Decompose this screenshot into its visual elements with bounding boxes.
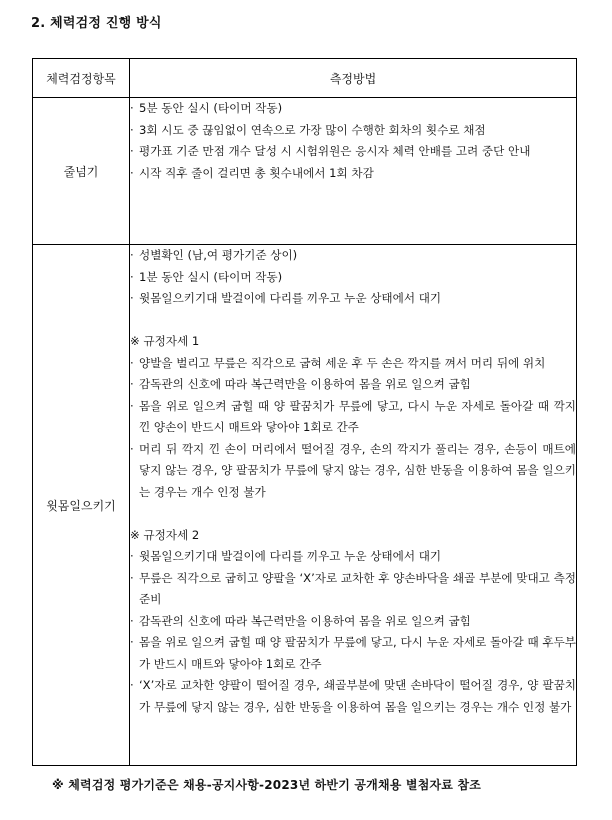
- bullet-dot: ·: [130, 165, 134, 180]
- bullet-item: [130, 396, 576, 439]
- bullet-item: [130, 141, 576, 163]
- bullet-item: [130, 675, 576, 718]
- header-method: 측정방법: [130, 59, 577, 98]
- bullet-item: [130, 98, 576, 120]
- bullet-text: 시작 직후 줄이 걸리면 총 횟수내에서 1회 차감: [139, 165, 374, 180]
- posture2-title: ※ 규정자세 2: [130, 527, 200, 542]
- bullet-text: 몸을 위로 일으켜 굽힐 때 양 팔꿈치가 무릎에 닿고, 다시 누운 자세로 돌아갈 때 후두부가 반드시 매트와 닿아야 1회로 간주: [139, 635, 576, 671]
- bullet-dot: ·: [130, 549, 134, 563]
- bullet-dot: ·: [130, 398, 134, 413]
- bullet-dot: ·: [130, 101, 134, 115]
- bullet-dot: ·: [130, 570, 134, 585]
- table-row-jumprope: [33, 98, 577, 245]
- bullet-text: 3회 시도 중 끊임없이 연속으로 가장 많이 수행한 회차의 횟수로 채점: [139, 122, 486, 137]
- bullet-text: 양발을 벌리고 무릎은 직각으로 굽혀 세운 후 두 손은 깍지를 껴서 머리 뒤에 위치: [139, 355, 546, 370]
- bullet-text: 머리 뒤 깍지 낀 손이 머리에서 떨어질 경우, 손의 깍지가 풀리는 경우, 손등이 매트에 닿지 않는 경우, 양 팔꿈치가 무릎에 닿지 않는 경우, 심한 반동을 이용하여 몸을 일으키는 경우는 개수 인정 불가: [139, 441, 576, 499]
- situp-intro-bullets: [130, 245, 576, 310]
- bullet-text: 1분 동안 실시 (타이머 작동): [139, 269, 283, 284]
- bullet-item: [130, 245, 576, 267]
- bullet-text: 5분 동안 실시 (타이머 작동): [139, 101, 283, 115]
- bullet-dot: ·: [130, 635, 134, 649]
- posture1-bullets: [130, 353, 576, 504]
- bullet-dot: ·: [130, 678, 134, 692]
- section-title: 2. 체력검정 진행 방식: [31, 16, 162, 31]
- bullet-item: [130, 611, 576, 633]
- bullet-text: 윗몸일으키기대 발걸이에 다리를 끼우고 누운 상태에서 대기: [139, 549, 442, 563]
- bullet-dot: ·: [130, 377, 134, 391]
- bullet-dot: ·: [130, 441, 134, 456]
- bullet-item: [130, 374, 576, 396]
- bullet-dot: ·: [130, 122, 134, 137]
- bullet-dot: ·: [130, 291, 134, 305]
- bullet-item: [130, 568, 576, 611]
- bullet-dot: ·: [130, 144, 134, 158]
- method-jumprope: [130, 98, 577, 245]
- bullet-item: [130, 439, 576, 504]
- bullet-text: 몸을 위로 일으켜 굽힐 때 양 팔꿈치가 무릎에 닿고, 다시 누운 자세로 돌아갈 때 깍지 낀 양손이 반드시 매트와 닿아야 1회로 간주: [139, 398, 576, 434]
- bullet-dot: ·: [130, 613, 134, 628]
- bullet-text: 감독관의 신호에 따라 복근력만을 이용하여 몸을 위로 일으켜 굽힘: [139, 613, 471, 628]
- posture1-title: ※ 규정자세 1: [130, 334, 200, 348]
- bullet-dot: ·: [130, 269, 134, 284]
- bullet-item: [130, 546, 576, 568]
- table-header-row: [33, 59, 577, 98]
- bullet-item: [130, 267, 576, 289]
- posture2-bullets: [130, 546, 576, 718]
- item-situp: 윗몸일으키기: [33, 245, 130, 766]
- bullet-item: [130, 353, 576, 375]
- bullet-item: [130, 288, 576, 310]
- table-row-situp: [33, 245, 577, 766]
- header-item: 체력검정항목: [33, 59, 130, 98]
- bullet-dot: ·: [130, 355, 134, 370]
- bullet-dot: ·: [130, 248, 134, 262]
- bullet-text: 무릎은 직각으로 굽히고 양팔을 ‘X’자로 교차한 후 양손바닥을 쇄골 부분에 맞대고 측정 준비: [139, 570, 576, 606]
- bullet-text: 성별확인 (남,여 평가기준 상이): [139, 248, 298, 262]
- bullet-item: [130, 120, 576, 142]
- bullet-text: 윗몸일으키기대 발걸이에 다리를 끼우고 누운 상태에서 대기: [139, 291, 442, 305]
- method-situp: [130, 245, 577, 766]
- footnote: ※ 체력검정 평가기준은 채용-공지사항-2023년 하반기 공개채용 별첨자료 참조: [52, 778, 482, 792]
- jumprope-bullets: [130, 98, 576, 184]
- bullet-text: 감독관의 신호에 따라 복근력만을 이용하여 몸을 위로 일으켜 굽힘: [139, 377, 471, 391]
- fitness-test-table: [32, 58, 577, 766]
- bullet-text: 평가표 기준 만점 개수 달성 시 시험위원은 응시자 체력 안배를 고려 중단 안내: [139, 144, 531, 158]
- item-jumprope: 줄넘기: [33, 98, 130, 245]
- bullet-item: [130, 163, 576, 185]
- bullet-item: [130, 632, 576, 675]
- bullet-text: ‘X’자로 교차한 양팔이 떨어질 경우, 쇄골부분에 맞댄 손바닥이 떨어질 경우, 양 팔꿈치가 무릎에 닿지 않는 경우, 심한 반동을 이용하여 몸을 일으키는 경우는 개수 인정 불가: [139, 678, 576, 714]
